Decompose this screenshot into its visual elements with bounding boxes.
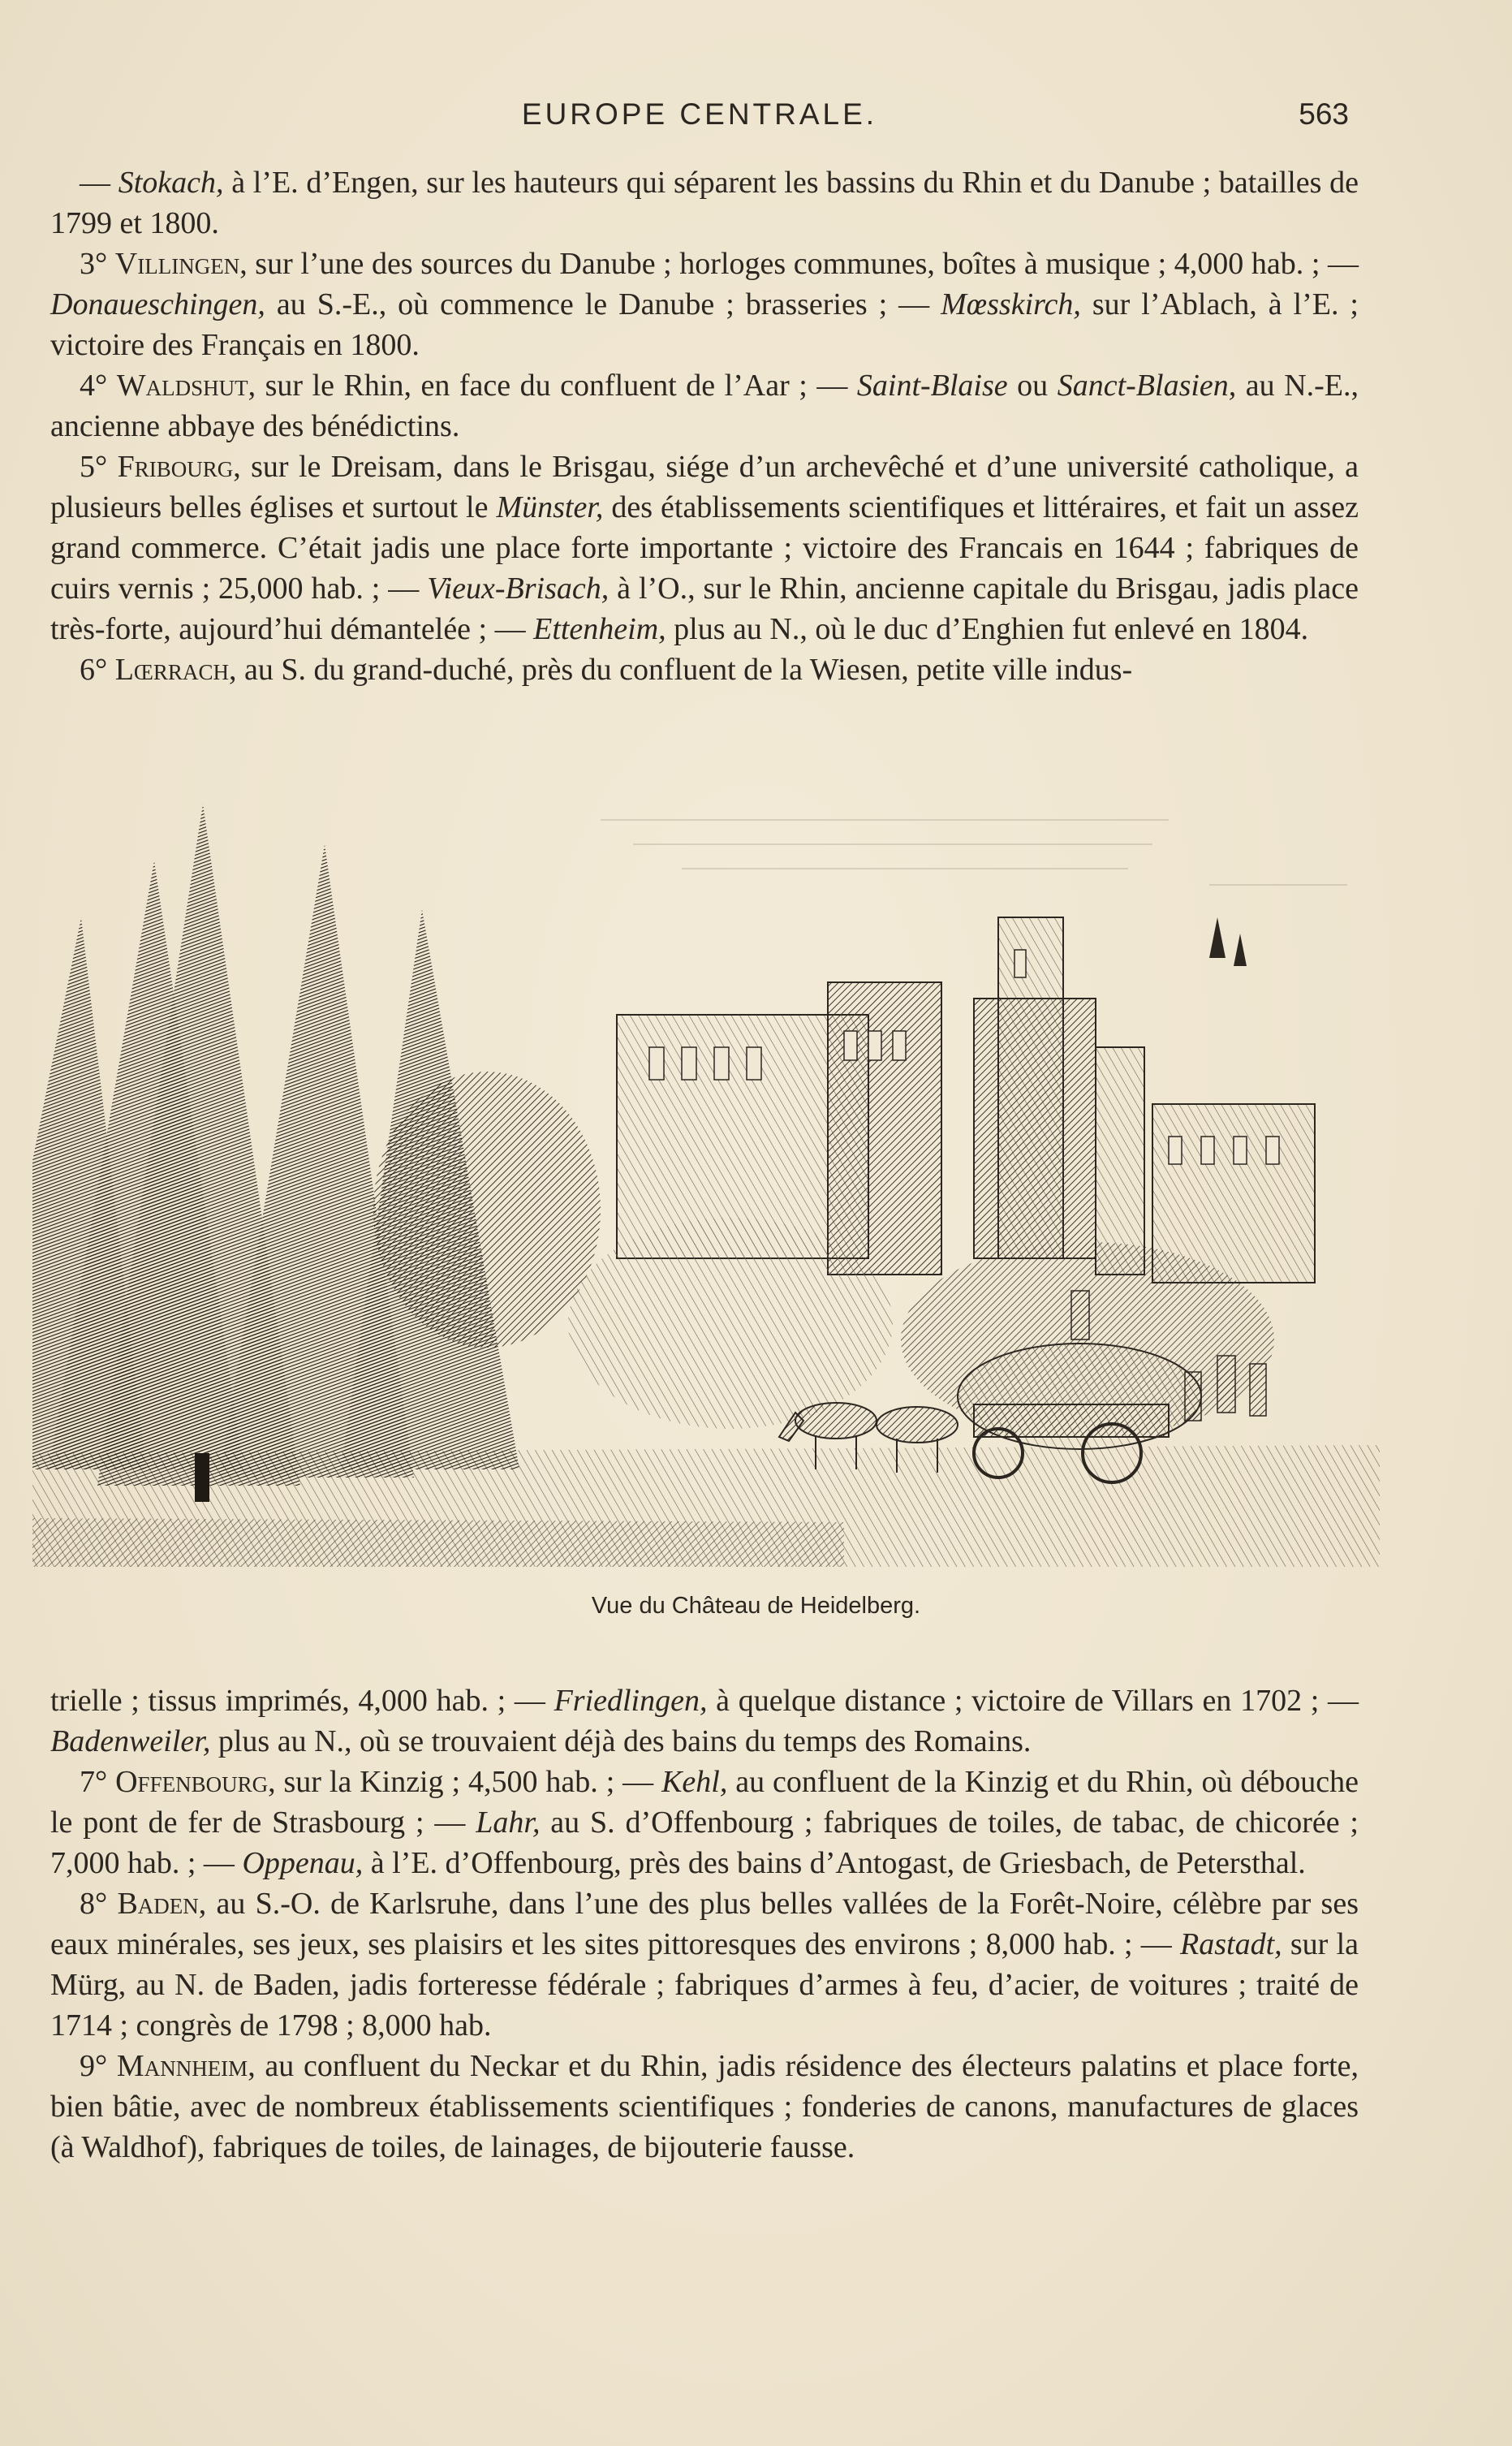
place-name: Mannheim: [116, 2049, 248, 2083]
engraving-illustration: [32, 755, 1380, 1567]
text-segment: , sur la Kinzig ; 4,500 hab. ; —: [268, 1765, 662, 1799]
text-segment: , au S. du grand-duché, près du confluent de la Wiesen, petite ville indus-: [228, 653, 1133, 687]
paragraph: [50, 1680, 1359, 1762]
text-segment: au confluent de la Kinzig et du Rhin, où débouche le pont de fer de Strasbourg ; —: [50, 1765, 1359, 1840]
page-header: [50, 97, 1349, 146]
text-segment: à quelque distance ; victoire de Villars en 1702 ; —: [707, 1684, 1359, 1718]
place-name: Villingen: [114, 247, 240, 281]
sky-hatching: [601, 820, 1347, 885]
italic-place-name: Saint-Blaise: [856, 369, 1008, 403]
place-name: Fribourg: [117, 450, 234, 484]
running-title: EUROPE CENTRALE.: [521, 97, 878, 131]
italic-place-name: Ettenheim,: [533, 612, 666, 646]
italic-place-name: Oppenau,: [242, 1846, 364, 1880]
text-segment: au S. d’Offenbourg ; fabriques de toiles, de tabac, de chicorée ; 7,000 hab. ; —: [50, 1805, 1359, 1880]
paragraph: [50, 162, 1359, 244]
text-segment: , sur le Rhin, en face du confluent de l’Aar ; —: [248, 369, 857, 403]
paragraph-number: 5°: [80, 450, 118, 484]
heidelberg-castle-engraving: [32, 755, 1380, 1567]
italic-place-name: Rastadt,: [1180, 1927, 1282, 1961]
paragraph-number: 4°: [80, 369, 117, 403]
text-segment: trielle ; tissus imprimés, 4,000 hab. ; —: [50, 1684, 554, 1718]
paragraph-number: 8°: [80, 1887, 118, 1921]
paragraph-number: —: [80, 166, 118, 200]
italic-place-name: Friedlingen,: [554, 1684, 708, 1718]
text-segment: à l’O., sur le Rhin, ancienne capitale du Brisgau, jadis place très-forte, aujourd’hui démantelée ; —: [50, 572, 1359, 646]
italic-place-name: Kehl,: [661, 1765, 728, 1799]
place-name: Offenbourg: [115, 1765, 269, 1799]
paragraph: [50, 244, 1359, 365]
text-segment: des établissements scientifiques et littéraires, et fait un assez grand commerce. C’était jadis une place forte importante ; victoire des Francais en 1644 ; fabriques de cuirs vernis ; 25,000 hab. ; —: [50, 490, 1359, 606]
text-segment: , au confluent du Neckar et du Rhin, jadis résidence des électeurs palatins et place forte, bien bâtie, avec de nombreux établissements scientifiques ; fonderies de canons, manufactures de glaces (à Waldhof), fabriques de toiles, de lainages, de bijouterie fausse.: [50, 2049, 1359, 2164]
conifer-trees: [32, 804, 519, 1502]
paragraph: [50, 446, 1359, 649]
paragraph-number: 6°: [80, 653, 115, 687]
italic-place-name: Mœsskirch,: [941, 287, 1081, 321]
text-segment: , sur l’une des sources du Danube ; horloges communes, boîtes à musique ; 4,000 hab. ; —: [239, 247, 1359, 281]
italic-place-name: Münster,: [496, 490, 604, 524]
paragraph: [50, 649, 1359, 690]
place-name: Waldshut: [116, 369, 248, 403]
text-block-bottom: [50, 1680, 1359, 2168]
text-segment: plus au N., où le duc d’Enghien fut enlevé en 1804.: [666, 612, 1309, 646]
text-segment: à l’E. d’Offenbourg, près des bains d’Antogast, de Griesbach, de Petersthal.: [363, 1846, 1306, 1880]
italic-place-name: Stokach,: [118, 166, 224, 200]
foreground-shadow: [32, 1518, 844, 1567]
text-block-top: [50, 162, 1359, 690]
figure-caption: Vue du Château de Heidelberg.: [591, 1593, 921, 1619]
place-name: Lœrrach: [114, 653, 229, 687]
page-number: 563: [1299, 97, 1349, 131]
paragraph-number: 9°: [80, 2049, 117, 2083]
text-segment: à l’E. d’Engen, sur les hauteurs qui séparent les bassins du Rhin et du Danube ; batailles de 1799 et 1800.: [50, 166, 1359, 240]
text-segment: au S.-E., où commence le Danube ; brasseries ; —: [265, 287, 941, 321]
paragraph-number: 7°: [80, 1765, 116, 1799]
text-segment: ou: [1007, 369, 1058, 403]
italic-place-name: Lahr,: [476, 1805, 541, 1840]
text-segment: , au S.-O. de Karlsruhe, dans l’une des plus belles vallées de la Forêt-Noire, célèbre par ses eaux minérales, ses jeux, ses plaisirs et les sites pittoresques des environs ; 8,000 hab. ; —: [50, 1887, 1359, 1961]
text-segment: sur la Mürg, au N. de Baden, jadis forteresse fédérale ; fabriques d’armes à feu, d’acier, de voitures ; traité de 1714 ; congrès de 1798 ; 8,000 hab.: [50, 1927, 1359, 2043]
text-segment: plus au N., où se trouvaient déjà des bains du temps des Romains.: [210, 1724, 1032, 1758]
text-segment: au N.-E., ancienne abbaye des bénédictins.: [50, 369, 1359, 443]
paragraph: [50, 365, 1359, 446]
italic-place-name: Vieux-Brisach,: [427, 572, 610, 606]
paragraph: [50, 1883, 1359, 2046]
italic-place-name: Donaueschingen,: [50, 287, 265, 321]
paragraph: [50, 1762, 1359, 1883]
italic-place-name: Badenweiler,: [50, 1724, 211, 1758]
shrubs: [568, 1218, 893, 1429]
italic-place-name: Sanct-Blasien,: [1057, 369, 1237, 403]
place-name: Baden: [117, 1887, 199, 1921]
text-segment: , sur le Dreisam, dans le Brisgau, siége d’un archevêché et d’une université catholique, a plusieurs belles églises et surtout le: [50, 450, 1359, 524]
text-segment: sur l’Ablach, à l’E. ; victoire des Français en 1800.: [50, 287, 1359, 362]
paragraph: [50, 2046, 1359, 2168]
paragraph-number: 3°: [80, 247, 115, 281]
